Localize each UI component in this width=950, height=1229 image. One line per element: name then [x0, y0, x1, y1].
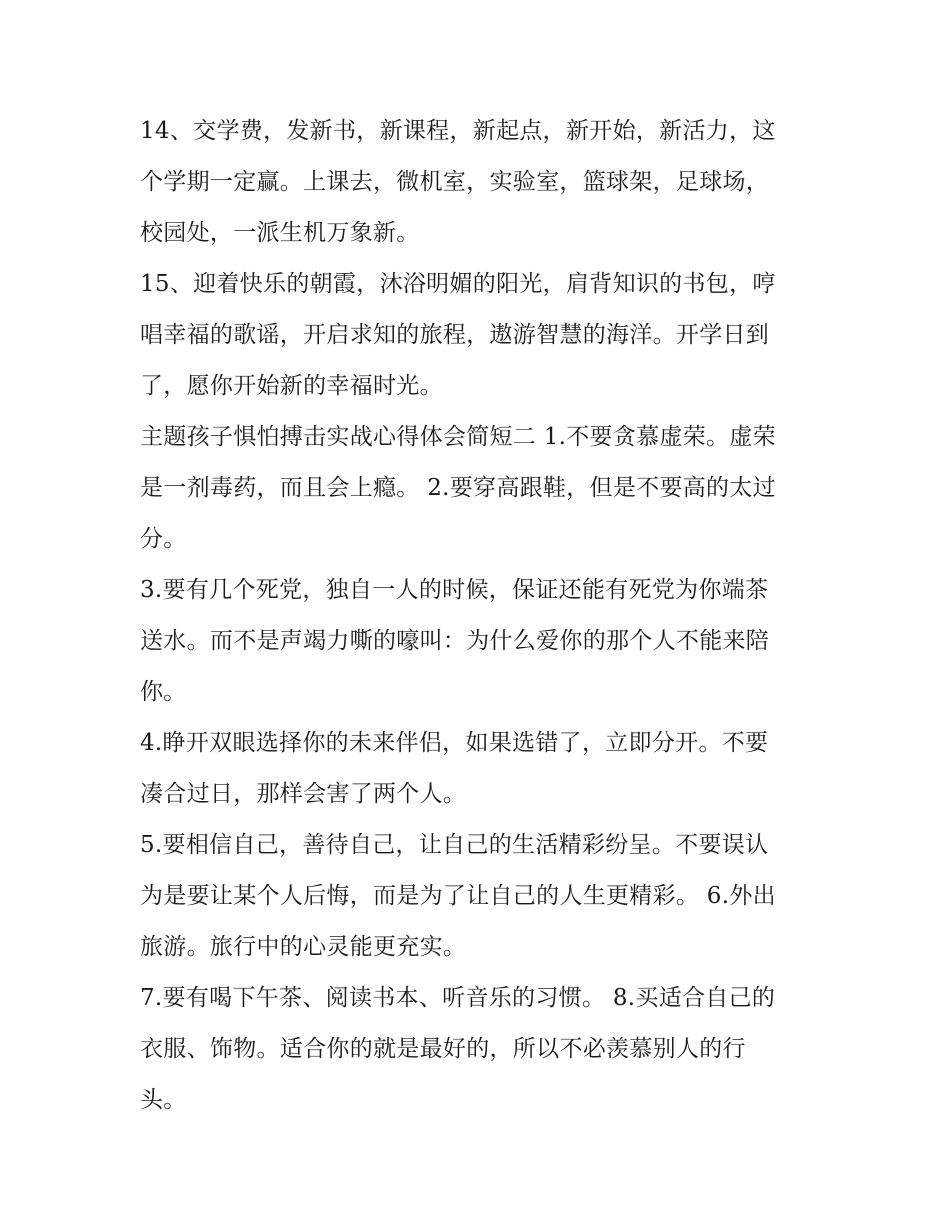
paragraph-15	[140, 259, 820, 412]
paragraph-3	[140, 565, 820, 718]
text-line: 15、迎着快乐的朝霞，沐浴明媚的阳光，肩背知识的书包，哼	[140, 271, 776, 297]
text-line: 校园处，一派生机万象新。	[140, 220, 420, 246]
document-body	[140, 106, 820, 1126]
text-line: 是一剂毒药，而且会上瘾。 2.要穿高跟鞋，但是不要高的太过	[140, 475, 776, 501]
text-line: 主题孩子惧怕搏击实战心得体会简短二 1.不要贪慕虚荣。虚荣	[140, 424, 776, 450]
text-line: 个学期一定赢。上课去，微机室，实验室，篮球架，足球场，	[140, 169, 770, 195]
paragraph-7	[140, 973, 820, 1126]
text-line: 你。	[140, 679, 187, 705]
paragraph-4	[140, 718, 820, 820]
text-line: 头。	[140, 1087, 187, 1113]
text-line: 了，愿你开始新的幸福时光。	[140, 373, 443, 399]
text-line: 旅游。旅行中的心灵能更充实。	[140, 934, 467, 960]
text-line: 14、交学费，发新书，新课程，新起点，新开始，新活力，这	[140, 118, 776, 144]
paragraph-theme	[140, 412, 820, 565]
text-line: 4.睁开双眼选择你的未来伴侣，如果选错了，立即分开。不要	[140, 730, 769, 756]
text-line: 5.要相信自己，善待自己，让自己的生活精彩纷呈。不要误认	[140, 832, 769, 858]
text-line: 分。	[140, 526, 187, 552]
text-line: 衣服、饰物。适合你的就是最好的，所以不必羡慕别人的行	[140, 1036, 746, 1062]
paragraph-14	[140, 106, 820, 259]
text-line: 唱幸福的歌谣，开启求知的旅程，遨游智慧的海洋。开学日到	[140, 322, 770, 348]
text-line: 凑合过日，那样会害了两个人。	[140, 781, 467, 807]
text-line: 送水。而不是声竭力嘶的嚎叫：为什么爱你的那个人不能来陪	[140, 628, 770, 654]
text-line: 为是要让某个人后悔，而是为了让自己的人生更精彩。 6.外出	[140, 883, 776, 909]
text-line: 3.要有几个死党，独自一人的时候，保证还能有死党为你端茶	[140, 577, 769, 603]
text-line: 7.要有喝下午茶、阅读书本、听音乐的习惯。 8.买适合自己的	[140, 985, 776, 1011]
paragraph-5	[140, 820, 820, 973]
